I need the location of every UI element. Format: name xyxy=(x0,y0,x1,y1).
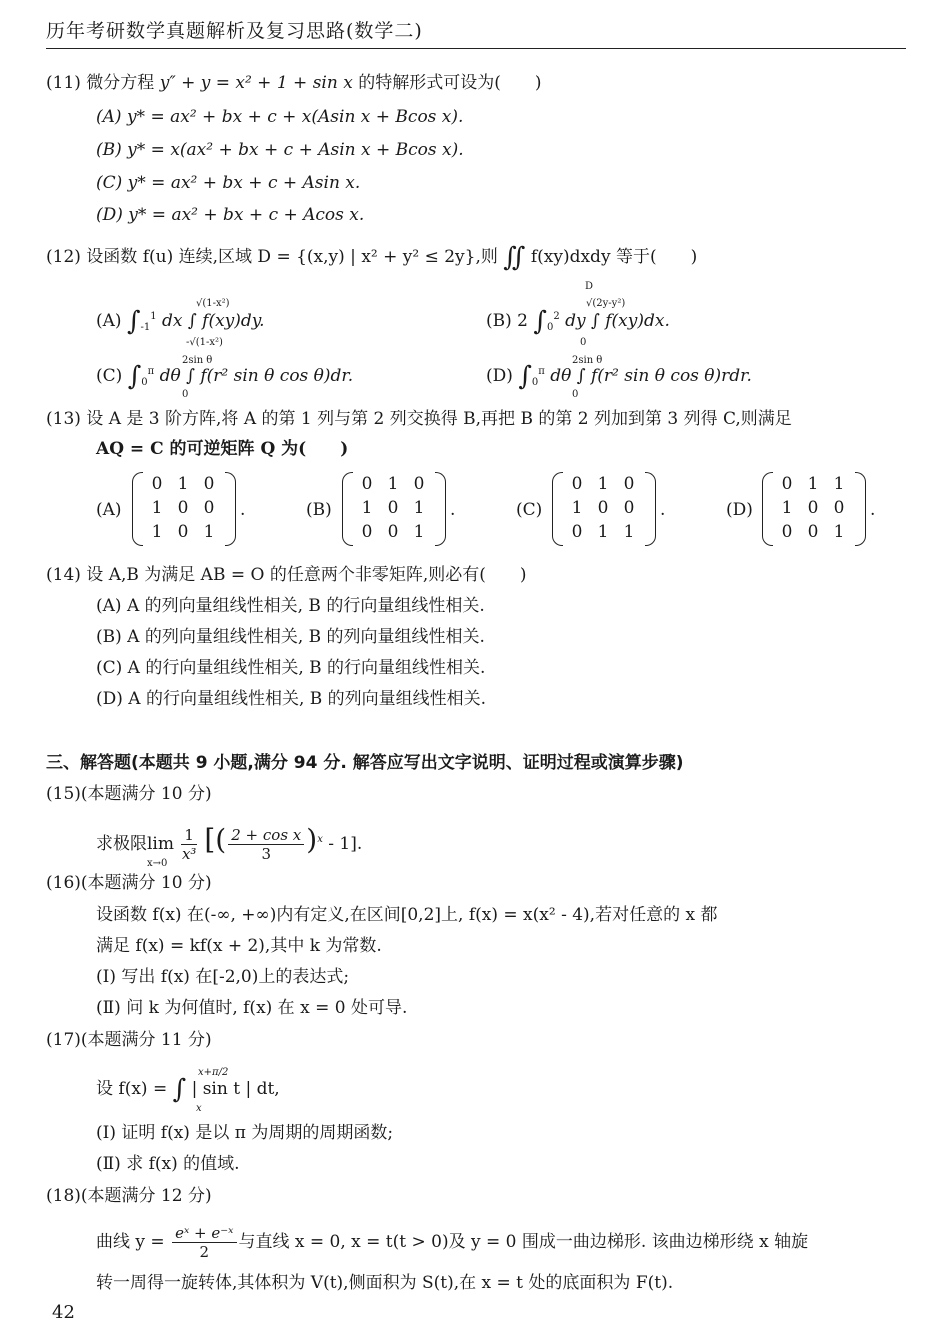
q13-stem-line2: AQ = C 的可逆矩阵 Q 为( ) xyxy=(96,439,349,459)
matrix-cell: 0 xyxy=(203,498,215,518)
left-paren xyxy=(762,472,773,546)
q16-line2: 满足 f(x) = kf(x + 2),其中 k 为常数. xyxy=(96,936,382,956)
q12-stem: (12) 设函数 f(u) 连续,区域 D = {(x,y) | x² + y² ≤ 2y},则 ∬ f(xy)dxdy 等于( ) xyxy=(46,242,698,273)
matrix-cell: 0 xyxy=(177,522,189,542)
q13-option-label: (D) xyxy=(726,500,753,520)
q12-b-inner-upper: √(2y-y²) xyxy=(586,298,626,309)
matrix-cell: 1 xyxy=(571,498,583,518)
section-3-title: 三、解答题(本题共 9 小题,满分 94 分. 解答应写出文字说明、证明过程或演算步骤) xyxy=(46,753,684,773)
q13-option-period: . xyxy=(660,500,666,520)
q18-head: (18)(本题满分 12 分) xyxy=(46,1186,212,1206)
q12-c-inner-lower: 0 xyxy=(182,389,189,400)
q16-line1: 设函数 f(x) 在(-∞, +∞)内有定义,在区间[0,2]上, f(x) = x(x² - 4),若对任意的 x 都 xyxy=(96,905,718,925)
matrix-cell: 0 xyxy=(807,522,819,542)
q12-option-c: (C) $\int_0^\pi$ dθ ∫ f(r² sin θ cos θ)dr. xyxy=(96,361,354,392)
q17-part1: (Ⅰ) 证明 f(x) 是以 π 为周期的周期函数; xyxy=(96,1123,394,1143)
q14-option-a: (A) A 的列向量组线性相关, B 的行向量组线性相关. xyxy=(96,596,485,616)
right-paren xyxy=(225,472,236,546)
matrix-cell: 1 xyxy=(833,474,845,494)
left-paren xyxy=(342,472,353,546)
q12-a-inner-upper: √(1-x²) xyxy=(196,298,230,309)
q13-option-label: (A) xyxy=(96,500,122,520)
matrix-cell: 1 xyxy=(623,522,635,542)
q14-option-b: (B) A 的列向量组线性相关, B 的列向量组线性相关. xyxy=(96,627,485,647)
q12-d-inner-upper: 2sin θ xyxy=(572,355,603,366)
matrix-cell: 1 xyxy=(361,498,373,518)
matrix-cell: 0 xyxy=(623,498,635,518)
q11-option-b: (B) y* = x(ax² + bx + c + Asin x + Bcos x). xyxy=(96,140,464,160)
matrix-cell: 1 xyxy=(833,522,845,542)
matrix-cell: 0 xyxy=(203,474,215,494)
q17-head: (17)(本题满分 11 分) xyxy=(46,1030,212,1050)
matrix-cell: 1 xyxy=(413,498,425,518)
q13-matrix xyxy=(342,472,446,544)
matrix-cell: 1 xyxy=(807,474,819,494)
q13-matrix xyxy=(762,472,866,544)
matrix-cell: 1 xyxy=(387,474,399,494)
integral-sign: ∫ xyxy=(126,306,141,337)
q13-option-label: (B) xyxy=(306,500,332,520)
q12-c-inner-upper: 2sin θ xyxy=(182,355,213,366)
q13-option-label: (C) xyxy=(516,500,543,520)
q16-head: (16)(本题满分 10 分) xyxy=(46,873,212,893)
matrix-cell: 1 xyxy=(151,522,163,542)
q12-a-inner-lower: -√(1-x²) xyxy=(186,337,223,348)
q13-option-period: . xyxy=(240,500,246,520)
matrix-cell: 0 xyxy=(177,498,189,518)
matrix-cell: 1 xyxy=(781,498,793,518)
matrix-cell: 1 xyxy=(151,498,163,518)
q12-b-inner-lower: 0 xyxy=(580,337,587,348)
q17-definition: 设 f(x) = ∫ | sin t | dt, xyxy=(96,1074,280,1105)
matrix-cell: 1 xyxy=(413,522,425,542)
q14-stem: (14) 设 A,B 为满足 AB = O 的任意两个非零矩阵,则必有( ) xyxy=(46,565,527,585)
matrix-cell: 0 xyxy=(781,474,793,494)
integral-sign: ∫ xyxy=(533,306,547,337)
page-header xyxy=(46,14,906,49)
q13-matrix xyxy=(552,472,656,544)
q13-matrix xyxy=(132,472,236,544)
matrix-cell: 0 xyxy=(597,498,609,518)
q11-stem: (11) 微分方程 y″ + y = x² + 1 + sin x 的特解形式可设为( ) xyxy=(46,73,542,93)
q17-part2: (Ⅱ) 求 f(x) 的值域. xyxy=(96,1154,240,1174)
q11-option-a: (A) y* = ax² + bx + c + x(Asin x + Bcos x). xyxy=(96,107,464,127)
matrix-cell: 1 xyxy=(203,522,215,542)
q12-option-d: (D) $\int_0^\pi$ dθ ∫ f(r² sin θ cos θ)rdr. xyxy=(486,361,752,392)
q11-equation: y″ + y = x² + 1 + sin x xyxy=(159,73,353,93)
matrix-cell: 0 xyxy=(387,498,399,518)
page-number: 42 xyxy=(52,1302,75,1323)
integral-sign: ∫ xyxy=(172,1074,187,1105)
right-paren xyxy=(645,472,656,546)
q11-option-c: (C) y* = ax² + bx + c + Asin x. xyxy=(96,173,361,193)
matrix-cell: 0 xyxy=(413,474,425,494)
q16-part2: (Ⅱ) 问 k 为何值时, f(x) 在 x = 0 处可导. xyxy=(96,998,408,1018)
double-integral-sign: ∬ xyxy=(503,242,526,273)
q13-stem-line1: (13) 设 A 是 3 阶方阵,将 A 的第 1 列与第 2 列交换得 B,再把 B 的第 2 列加到第 3 列得 C,则满足 xyxy=(46,409,792,429)
q17-upper-limit: x+π/2 xyxy=(198,1067,229,1078)
matrix-cell: 1 xyxy=(597,522,609,542)
q17-lower-limit: x xyxy=(196,1103,202,1114)
matrix-cell: 1 xyxy=(597,474,609,494)
q18-line2: 转一周得一旋转体,其体积为 V(t),侧面积为 S(t),在 x = t 处的底面积为 F(t). xyxy=(96,1273,674,1293)
q15-fraction-2: $\frac{\text{2 + cos x}}{3}$ xyxy=(228,826,304,863)
right-paren xyxy=(435,472,446,546)
header-title: 历年考研数学真题解析及复习思路(数学二) xyxy=(46,20,423,42)
matrix-cell: 0 xyxy=(571,522,583,542)
matrix-cell: 0 xyxy=(781,522,793,542)
matrix-cell: 0 xyxy=(623,474,635,494)
q15-expression: 求极限lim x→0 $\frac{1}{\text{x³}}$ [( $\frac{\text{2 + cos x}}{3}$ )$^x$ - 1]. xyxy=(96,823,363,869)
q12-d-inner-lower: 0 xyxy=(572,389,579,400)
left-paren xyxy=(552,472,563,546)
q18-fraction: $\frac{\text{eˣ + e⁻ˣ}}{2}$ xyxy=(172,1224,236,1261)
q13-option-period: . xyxy=(450,500,456,520)
q12-domain-sub: D xyxy=(585,281,594,292)
right-paren xyxy=(855,472,866,546)
matrix-cell: 1 xyxy=(177,474,189,494)
matrix-cell: 0 xyxy=(361,522,373,542)
q11-option-d: (D) y* = ax² + bx + c + Acos x. xyxy=(96,205,365,225)
q15-head: (15)(本题满分 10 分) xyxy=(46,784,212,804)
matrix-cell: 0 xyxy=(387,522,399,542)
integral-sign: ∫ xyxy=(518,361,532,392)
matrix-cell: 0 xyxy=(571,474,583,494)
q15-fraction-1: $\frac{1}{\text{x³}}$ xyxy=(181,826,197,863)
integral-sign: ∫ xyxy=(127,361,142,392)
matrix-cell: 0 xyxy=(833,498,845,518)
left-paren xyxy=(132,472,143,546)
matrix-cell: 0 xyxy=(807,498,819,518)
matrix-cell: 0 xyxy=(151,474,163,494)
q12-option-a: (A) $\int_{-1}^1$ dx ∫ f(xy)dy. xyxy=(96,306,265,337)
q16-part1: (Ⅰ) 写出 f(x) 在[-2,0)上的表达式; xyxy=(96,967,350,987)
q14-option-d: (D) A 的行向量组线性相关, B 的列向量组线性相关. xyxy=(96,689,487,709)
q12-option-b: (B) 2 $\int_0^2$ dy ∫ f(xy)dx. xyxy=(486,306,670,337)
q18-line1: 曲线 y = $\frac{\text{eˣ + e⁻ˣ}}{2}$ 与直线 x = 0, x = t(t > 0)及 y = 0 围成一曲边梯形. 该曲边梯形绕 x 轴旋 xyxy=(96,1224,809,1261)
matrix-cell: 0 xyxy=(361,474,373,494)
q13-option-period: . xyxy=(870,500,876,520)
q14-option-c: (C) A 的行向量组线性相关, B 的行向量组线性相关. xyxy=(96,658,486,678)
